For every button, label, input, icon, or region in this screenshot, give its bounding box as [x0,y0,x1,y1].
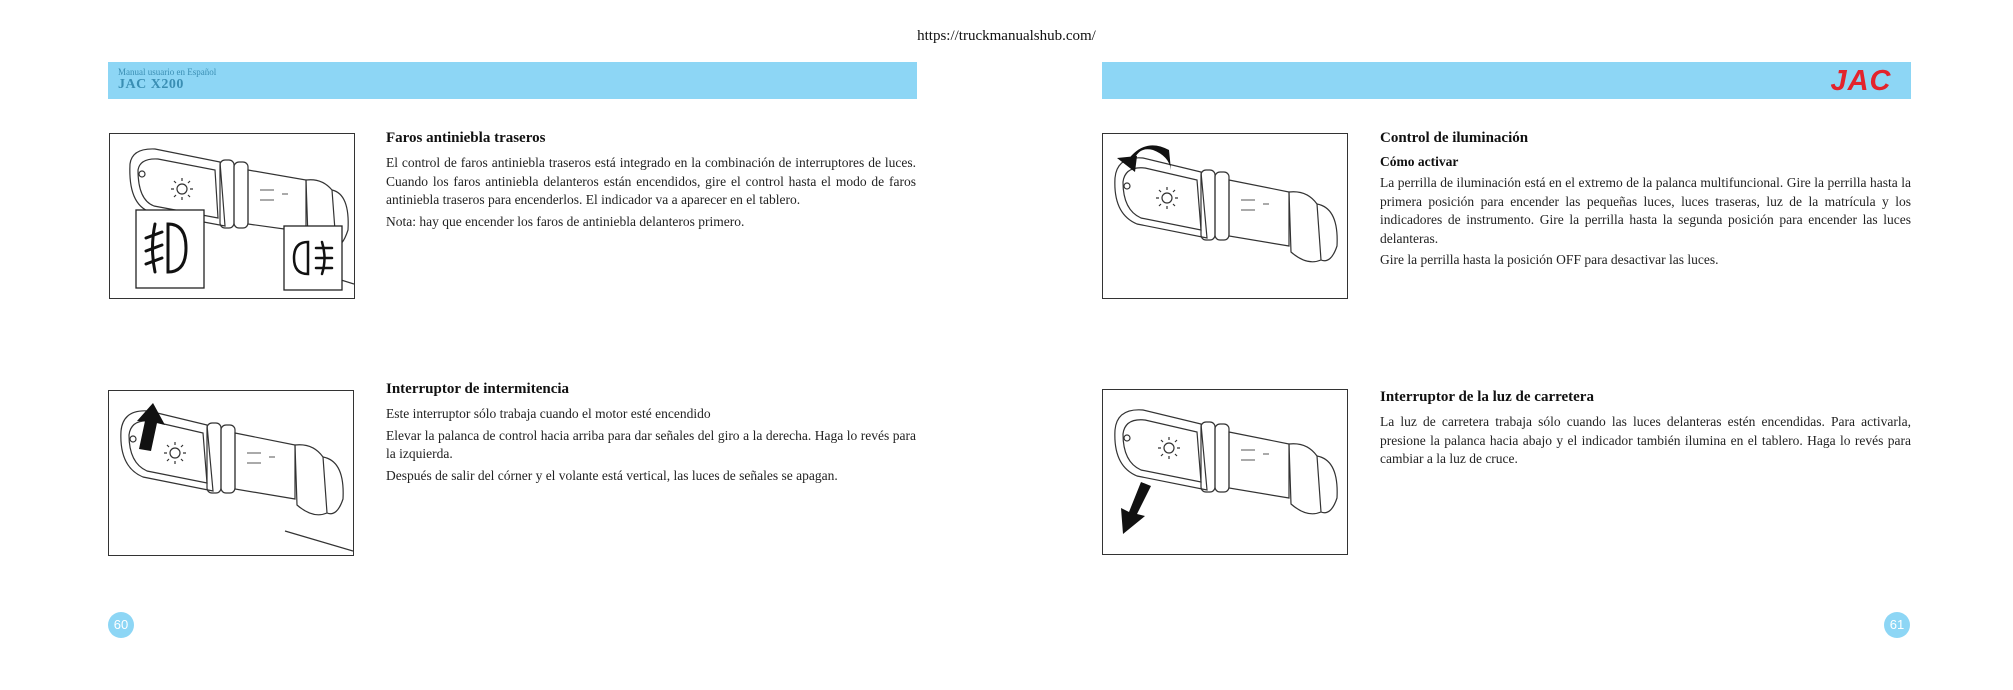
figure-rear-fog-switch [109,133,355,299]
paragraph: Gire la perrilla hasta la posición OFF para desactivar las luces. [1380,252,1719,267]
source-url[interactable]: https://truckmanualshub.com/ [917,28,1096,44]
up-arrow-icon [137,403,165,451]
paragraph: La luz de carretera trabaja sólo cuando las luces delanteras estén encendidas. Para activarla, presione la palanca hacia abajo y el indicador también ilumina en el tablero. Haga lo revés para cambiar a la luz de cruce. [1380,414,1911,466]
stalk-illustration [1103,390,1348,555]
figure-lighting-control [1102,133,1348,299]
stalk-illustration [1103,134,1348,299]
paragraph: Nota: hay que encender los faros de antiniebla delanteros primero. [386,213,745,229]
section-turn-signal [386,381,916,488]
paragraph: Este interruptor sólo trabaja cuando el motor esté encendido [386,406,711,421]
paragraph: Después de salir del córner y el volante está vertical, las luces de señales se apagan. [386,467,838,483]
section-title: Faros antiniebla traseros [386,130,546,146]
section-title: Control de iluminación [1380,130,1529,146]
stalk-illustration [110,134,355,299]
jac-logo [1817,67,1905,93]
section-high-beam [1380,389,1911,472]
figure-high-beam-switch [1102,389,1348,555]
section-title: Interruptor de intermitencia [386,381,570,397]
section-subtitle: Cómo activar [1380,154,1459,169]
paragraph: El control de faros antiniebla traseros está integrado en la combinación de interruptores de luces. Cuando los faros antiniebla delanteros están encendidos, gire el control hasta el modo de faros antiniebla traseros para encenderlos. El indicador va a aparecer en el tablero. [386,155,916,207]
front-fog-inset [136,210,204,288]
sun-symbol-icon [171,178,193,200]
manual-subtitle: Manual usuario en Español [118,67,217,77]
paragraph: La perrilla de iluminación está en el extremo de la palanca multifuncional. Gire la perrilla hasta la primera posición para encender las pequeñas luces, luces traseras, luz de la matrícula y los indicadores de instrumento. Gire la perrilla hasta la segunda posición para encender las luces delanteras. [1380,175,1911,246]
left-header-band [108,62,917,99]
manual-title: JAC X200 [118,77,184,92]
down-arrow-icon [1121,482,1151,534]
section-lighting-control [1380,130,1911,273]
section-title: Interruptor de la luz de carretera [1380,389,1594,405]
sun-symbol-icon [164,442,186,464]
page-number-right: 61 [1884,612,1910,638]
rear-fog-inset [284,226,342,290]
sun-symbol-icon [1156,187,1178,209]
figure-turn-signal-switch [108,390,354,556]
section-rear-fog-lamps [386,130,916,234]
page-number-left: 60 [108,612,134,638]
sun-symbol-icon [1158,437,1180,459]
paragraph: Elevar la palanca de control hacia arriba para dar señales del giro a la derecha. Haga lo revés para la izquierda. [386,427,916,461]
jac-logo-text: JAC [1830,67,1892,93]
stalk-illustration [109,391,354,556]
right-header-band [1102,62,1911,99]
